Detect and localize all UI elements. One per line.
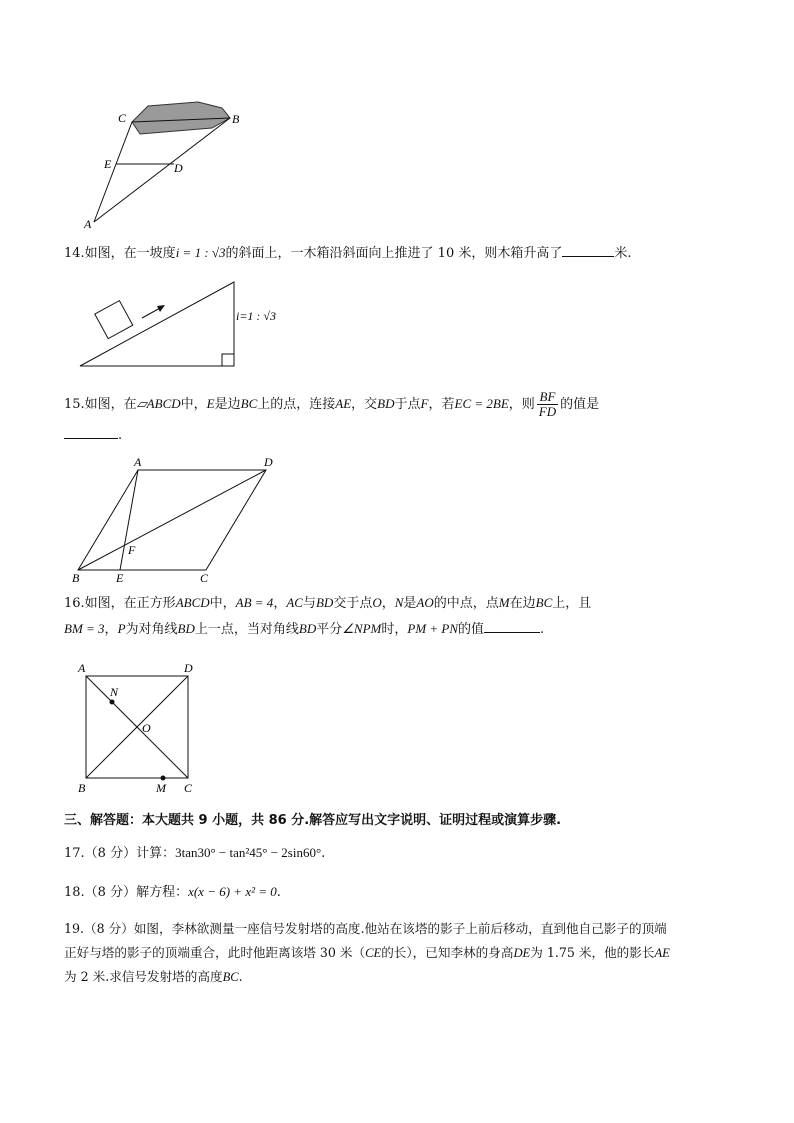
question-16: [64, 594, 591, 613]
figure-q13: [80, 96, 260, 236]
q16-text-l2f: 的值: [458, 622, 485, 637]
label-E: E: [104, 157, 112, 171]
question-16-line2: [64, 620, 544, 639]
q19-BC: BC: [222, 970, 239, 984]
question-15: [64, 390, 599, 419]
q19-CE: CE: [365, 946, 382, 960]
q16-text-i: 在边: [509, 596, 536, 611]
question-19-line3: [64, 968, 243, 986]
q15-text-e: ，交: [351, 397, 378, 412]
q14-answer-blank: [562, 244, 614, 257]
label-N: N: [110, 685, 119, 699]
q16-M: M: [498, 595, 510, 610]
q16-ABCD: ABCD: [175, 595, 210, 610]
q16-sum: PM + PN: [407, 621, 459, 636]
q16-text-c: ，: [273, 596, 287, 611]
q18-prefix: 18.（8 分）解方程：: [64, 885, 189, 900]
q16-O: O: [372, 595, 382, 610]
label-B: B: [78, 781, 86, 795]
q14-middle: 的斜面上，一木箱沿斜面向上推进了 10 米，则木箱升高了: [225, 246, 563, 261]
question-19-line2: [64, 944, 670, 962]
q14-prefix: 14.如图，在一坡度: [64, 246, 176, 261]
q16-AB4: AB = 4: [235, 595, 274, 610]
q19-DE: DE: [513, 946, 531, 960]
q19-line2-a: 正好与塔的影子的顶端重合，此时他距离该塔 30 米（: [64, 945, 366, 960]
q18-expression: x(x − 6) + x² = 0: [188, 884, 277, 899]
question-14: [64, 244, 632, 263]
q16-text-g: 是: [403, 596, 417, 611]
label-E: E: [116, 571, 124, 585]
q16-BD: BD: [315, 595, 334, 610]
q15-text-f: 于点: [394, 397, 421, 412]
q16-BC: BC: [535, 595, 553, 610]
label-O: O: [142, 721, 151, 735]
q17-prefix: 17.（8 分）计算：: [64, 846, 176, 861]
q16-BD2: BD: [177, 621, 195, 636]
label-B: B: [232, 112, 240, 126]
q15-text-g: ，若: [428, 397, 455, 412]
label-B: B: [72, 571, 80, 585]
q15-fraction: [537, 390, 558, 419]
label-A: A: [84, 217, 92, 231]
q16-P: P: [117, 621, 126, 636]
wooden-box: [95, 301, 133, 339]
arrow-icon: [157, 305, 165, 312]
q16-text-e: 交于点: [333, 596, 373, 611]
q15-text-b: 中，: [180, 397, 207, 412]
figure-q16: [72, 660, 212, 796]
q19-line3-a: 为 2 米.求信号发射塔的高度: [64, 969, 223, 984]
label-F: F: [128, 543, 136, 557]
label-D: D: [184, 661, 193, 675]
q15-F: F: [420, 396, 429, 411]
q15-text-c: 是边: [214, 397, 241, 412]
q18-end: .: [276, 885, 281, 900]
q15-text-h: ，则: [508, 397, 535, 412]
q16-text-l2e: 时，: [381, 622, 408, 637]
q19-line1: 19.（8 分）如图，李林欲测量一座信号发射塔的高度.他站在该塔的影子上前后移动，直到他自己影子的顶端: [64, 921, 667, 936]
q16-BM3: BM = 3: [64, 621, 105, 636]
q16-text-l2c: 上一点，当对角线: [194, 622, 299, 637]
q15-answer-blank: [64, 426, 118, 439]
q14-fig-slope-label: i=1 : √3: [236, 309, 277, 323]
q14-suffix: 米.: [614, 246, 632, 261]
label-D: D: [174, 161, 183, 175]
question-18: [64, 883, 281, 902]
q16-text-a: 16.如图，在正方形: [64, 596, 176, 611]
q16-AO: AO: [416, 595, 434, 610]
q16-N: N: [394, 595, 404, 610]
q19-AE: AE: [654, 946, 670, 960]
q15-condition: EC = 2BE: [454, 396, 509, 411]
q16-text-l2b: 为对角线: [125, 622, 178, 637]
q15-end: .: [118, 428, 123, 443]
q16-text-d: 与: [302, 596, 316, 611]
q15-text-d: 上的点，连接: [257, 397, 336, 412]
question-17: [64, 844, 325, 863]
q19-line2-b: 的长），已知李林的身高: [381, 945, 514, 960]
q17-end: .: [321, 846, 326, 861]
q16-text-l2d: 平分: [316, 622, 343, 637]
q16-end: .: [540, 622, 545, 637]
q16-text-l2a: ，: [104, 622, 118, 637]
q15-frac-num: BF: [537, 390, 558, 405]
q16-BD3: BD: [298, 621, 317, 636]
label-C: C: [118, 111, 127, 125]
figure-q14: [76, 272, 296, 372]
point-N: [110, 700, 115, 705]
q15-AE: AE: [335, 396, 352, 411]
label-M: M: [156, 781, 166, 795]
q16-AC: AC: [286, 595, 303, 610]
q19-line2-c: 为 1.75 米，他的影长: [530, 945, 655, 960]
question-15-line2: [64, 426, 122, 445]
q15-BC: BC: [240, 396, 258, 411]
q15-frac-den: FD: [538, 404, 557, 419]
label-A: A: [134, 455, 142, 469]
q15-text-a: 15.如图，在: [64, 397, 137, 412]
q19-line3-b: .: [238, 969, 243, 984]
q16-text-b: 中，: [209, 596, 236, 611]
label-D: D: [264, 455, 273, 469]
q15-text-i: 的值是: [560, 397, 600, 412]
q14-slope-math: i = 1 : √3: [175, 245, 226, 260]
q16-text-f: ，: [381, 596, 395, 611]
q17-expression: 3tan30° − tan²45° − 2sin60°: [175, 845, 322, 860]
q15-E: E: [206, 396, 215, 411]
label-C: C: [184, 781, 193, 795]
figure-q15: [66, 454, 286, 588]
point-M: [161, 776, 166, 781]
q16-text-h: 的中点，点: [433, 596, 499, 611]
q15-parallelogram: ▱ABCD: [136, 396, 181, 411]
q16-angle: ∠NPM: [342, 621, 382, 636]
question-19-line1: [64, 920, 667, 938]
section-3-heading: 三、解答题：本大题共 9 小题，共 86 分.解答应写出文字说明、证明过程或演算步骤.: [64, 813, 562, 828]
label-C: C: [200, 571, 209, 585]
label-A: A: [78, 661, 86, 675]
q16-answer-blank: [484, 620, 540, 633]
q15-BD: BD: [377, 396, 395, 411]
q16-text-j: 上，且: [552, 596, 592, 611]
